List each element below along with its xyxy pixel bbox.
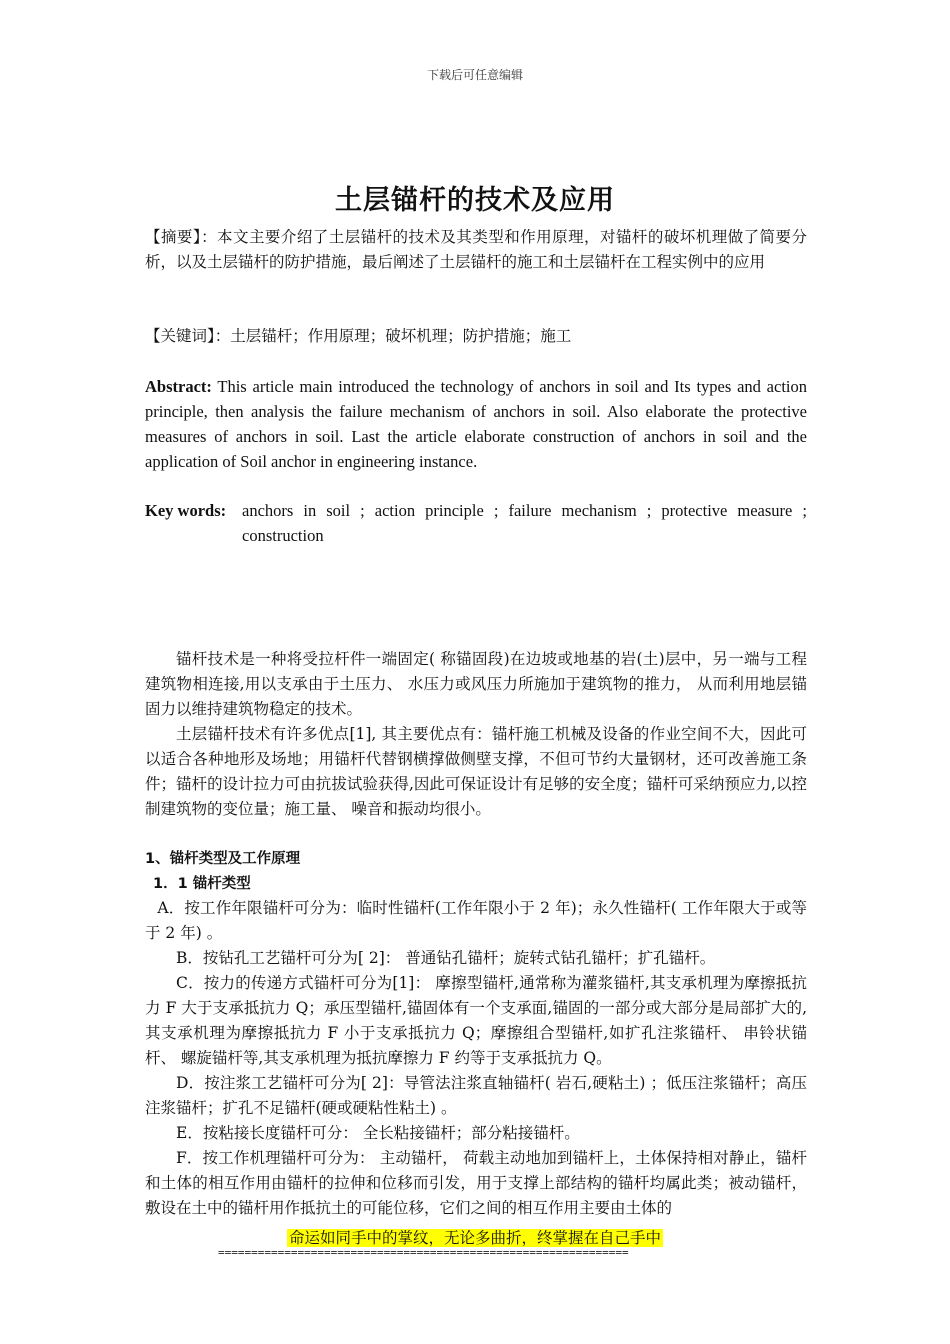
keywords-cn xyxy=(145,324,807,349)
subsection-heading: 1．1 锚杆类型 xyxy=(153,876,251,892)
intro-section xyxy=(145,647,807,822)
abstract-en-text: This article main introduced the technology of anchors in soil and Its types and action principle, then analysis the failure mechanism of anchors in soil. Also elaborate the protective measures of anchors in soil. Last the article elaborate construction of anchors in soil and the application of Soil anchor in engineering instance. xyxy=(145,377,807,471)
type-item-b: B．按钻孔工艺锚杆可分为[ 2]： 普通钻孔锚杆；旋转式钻孔锚杆；扩孔锚杆。 xyxy=(176,949,716,967)
page-header-note: 下载后可任意编辑 xyxy=(426,68,523,82)
abstract-cn xyxy=(145,225,807,275)
abstract-cn-label: 【摘要】 xyxy=(145,228,202,246)
footer-quote xyxy=(0,1226,950,1248)
type-item-a: A．按工作年限锚杆可分为：临时性锚杆(工作年限小于 2 年)；永久性锚杆( 工作年限大于或等于 2 年) 。 xyxy=(145,899,807,942)
footer-quote-text: 命运如同手中的掌纹，无论多曲折，终掌握在自己手中 xyxy=(288,1229,661,1247)
type-item-d: D．按注浆工艺锚杆可分为[ 2]：导管法注浆直轴锚杆( 岩石,硬粘土) ；低压注浆锚杆；高压注浆锚杆；扩孔不足锚杆(硬或硬粘性粘土) 。 xyxy=(145,1074,807,1117)
intro-paragraph-2: 土层锚杆技术有许多优点[1], 其主要优点有：锚杆施工机械及设备的作业空间不大，因此可以适合各种地形及场地；用锚杆代替钢横撑做侧壁支撑，不但可节约大量钢材，还可改善施工条件；锚杆的设计拉力可由抗拔试验获得,因此可保证设计有足够的安全度；锚杆可采纳预应力,以控制建筑物的变位量；施工量、 噪音和振动均很小。 xyxy=(145,725,807,818)
anchor-types-list xyxy=(145,896,807,1221)
keywords-en-label: Key words: xyxy=(145,501,227,520)
intro-paragraph-1: 锚杆技术是一种将受拉杆件一端固定( 称锚固段)在边坡或地基的岩(土)层中，另一端与工程建筑物相连接,用以支承由于土压力、 水压力或风压力所施加于建筑物的推力， 从而利用地层锚固力以维持建筑物稳定的技术。 xyxy=(145,650,807,718)
keywords-cn-text: ：土层锚杆；作用原理；破坏机理；防护措施；施工 xyxy=(214,327,572,345)
abstract-en xyxy=(145,374,807,474)
type-item-c: C．按力的传递方式锚杆可分为[1]： 摩擦型锚杆,通常称为灌浆锚杆,其支承机理为摩擦抵抗力 F 大于支承抵抗力 Q；承压型锚杆,锚固体有一个支承面,锚固的一部分或大部分是局部扩大的,其支承机理为摩擦抵抗力 F 小于支承抵抗力 Q；摩擦组合型锚杆,如扩孔注浆锚杆、 串铃状锚杆、 螺旋锚杆等,其支承机理为抵抗摩擦力 F 约等于支承抵抗力 Q。 xyxy=(145,974,807,1067)
footer-rule: ============================================================== xyxy=(218,1246,629,1259)
keywords-cn-label: 【关键词】 xyxy=(145,327,215,345)
section-heading: 1、锚杆类型及工作原理 xyxy=(145,851,301,867)
keywords-en-text: anchors in soil ; action principle ; failure mechanism ; protective measure ; construction xyxy=(242,501,807,545)
abstract-en-label: Abstract: xyxy=(145,377,212,396)
keywords-en xyxy=(145,498,807,548)
type-item-e: E．按粘接长度锚杆可分： 全长粘接锚杆；部分粘接锚杆。 xyxy=(176,1124,580,1142)
abstract-cn-text: ：本文主要介绍了土层锚杆的技术及其类型和作用原理，对锚杆的破坏机理做了简要分析，以及土层锚杆的防护措施，最后阐述了土层锚杆的施工和土层锚杆在工程实例中的应用 xyxy=(145,228,807,271)
document-title: 土层锚杆的技术及应用 xyxy=(335,185,615,216)
type-item-f: F．按工作机理锚杆可分为： 主动锚杆， 荷载主动地加到锚杆上，土体保持相对静止，锚杆和土体的相互作用由锚杆的拉伸和位移而引发，用于支撑上部结构的锚杆均属此类；被动锚杆，敷设在土中的锚杆用作抵抗土的可能位移，它们之间的相互作用主要由土体的 xyxy=(145,1149,807,1217)
